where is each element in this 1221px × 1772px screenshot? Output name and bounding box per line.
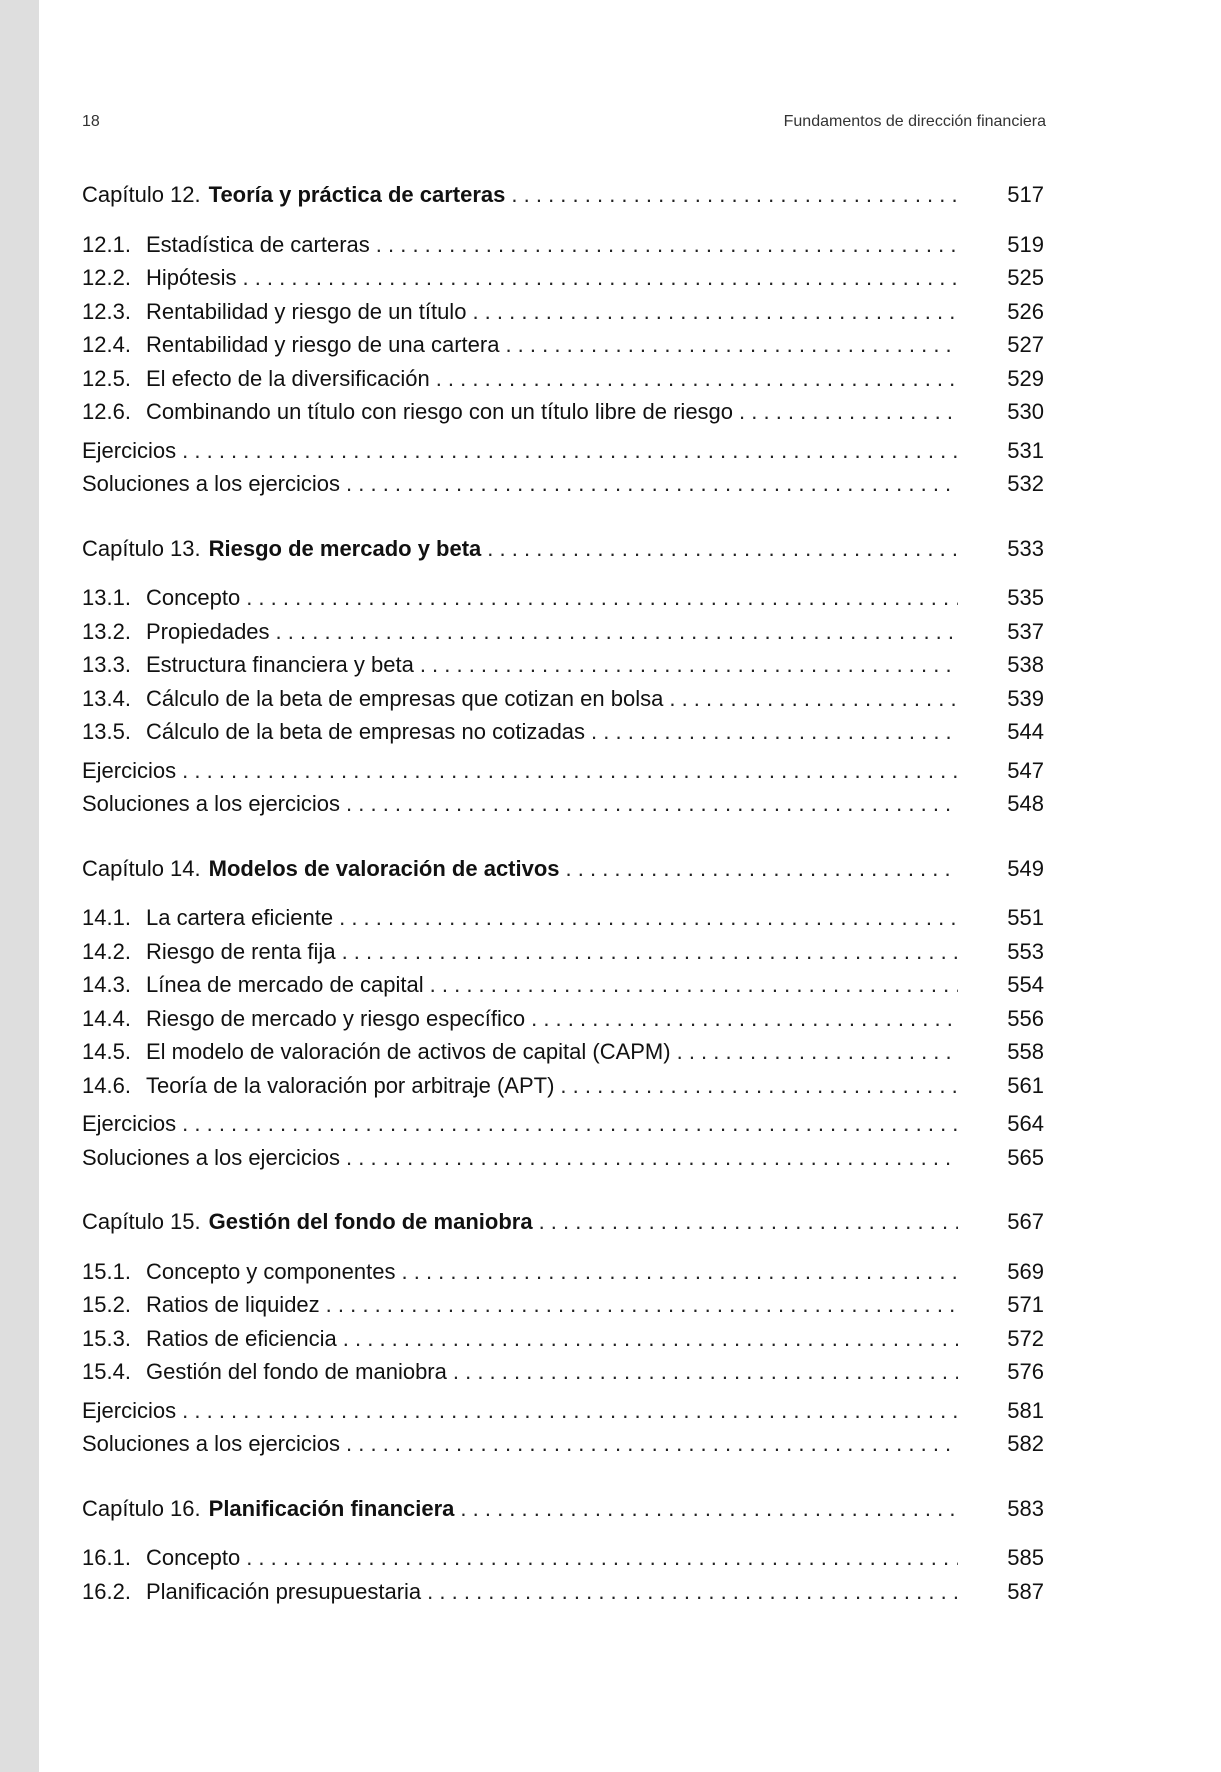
dot-leader — [339, 901, 958, 935]
chapter-heading — [82, 1492, 1044, 1526]
section-entry — [82, 261, 1044, 295]
dot-leader — [472, 295, 958, 329]
entry-number: 13.2. — [82, 618, 131, 644]
entry-page-number: 531 — [1007, 437, 1044, 463]
dot-leader — [539, 1205, 958, 1239]
section-entry — [82, 1002, 1044, 1036]
section-entry — [82, 935, 1044, 969]
entry-page-number: 526 — [1007, 298, 1044, 324]
entry-page-number: 547 — [1007, 757, 1044, 783]
section-entry — [82, 581, 1044, 615]
entry-number: 12.6. — [82, 399, 131, 424]
entry-title: Ejercicios — [82, 437, 177, 463]
entry-page-number: 587 — [1007, 1578, 1044, 1604]
section-entry — [82, 1355, 1044, 1389]
section-entry — [82, 1541, 1044, 1575]
entry-title: Concepto — [146, 1545, 241, 1570]
entry-page-number: 529 — [1007, 365, 1044, 391]
entry-title: Ratios de eficiencia — [146, 1325, 337, 1351]
entry-title: Ejercicios — [82, 1397, 177, 1423]
entry-title: Concepto y componentes — [146, 1258, 396, 1284]
entry-number: 15.4. — [82, 1359, 131, 1384]
dot-leader — [402, 1255, 959, 1289]
chapter-block — [82, 852, 1044, 1175]
entry-title: Riesgo de mercado y riesgo específico — [146, 1005, 526, 1031]
running-header — [82, 113, 1046, 137]
exercises-entry — [82, 1141, 1044, 1175]
exercises-entry — [82, 787, 1044, 821]
dot-leader — [511, 178, 958, 212]
entry-number: 15.2. — [82, 1292, 131, 1317]
entry-title: Línea de mercado de capital — [146, 972, 424, 997]
running-title: Fundamentos de dirección financiera — [783, 113, 1046, 130]
entry-number: 12.1. — [82, 231, 131, 257]
section-entry — [82, 648, 1044, 682]
entry-title: La cartera eficiente — [146, 905, 334, 930]
dot-leader — [346, 467, 958, 501]
entry-number: 14.3. — [82, 972, 131, 997]
entry-page-number: 583 — [1007, 1495, 1044, 1521]
dot-leader — [346, 787, 958, 821]
entry-page-number: 548 — [1007, 791, 1044, 816]
dot-leader — [430, 968, 958, 1002]
entry-number: Capítulo 16. — [82, 1495, 201, 1521]
chapter-heading — [82, 852, 1044, 886]
entry-title: Cálculo de la beta de empresas que cotizan en bolsa — [146, 685, 664, 711]
dot-leader — [436, 362, 958, 396]
chapter-heading — [82, 178, 1044, 212]
entry-title: Ejercicios — [82, 757, 177, 783]
entry-page-number: 569 — [1007, 1258, 1044, 1284]
entry-page-number: 549 — [1007, 855, 1044, 881]
section-entry — [82, 1255, 1044, 1289]
exercises-entry — [82, 1394, 1044, 1428]
dot-leader — [182, 1394, 958, 1428]
entry-title: El modelo de valoración de activos de capital (CAPM) — [146, 1039, 671, 1064]
entry-page-number: 525 — [1007, 265, 1044, 290]
entry-title: Rentabilidad y riesgo de una cartera — [146, 332, 500, 357]
entry-number: 14.5. — [82, 1039, 131, 1064]
chapter-block — [82, 178, 1044, 501]
page-gutter — [0, 0, 39, 1772]
entry-title: Soluciones a los ejercicios — [82, 791, 341, 816]
section-entry — [82, 295, 1044, 329]
entry-number: 14.6. — [82, 1072, 131, 1098]
section-entry — [82, 682, 1044, 716]
entry-title: Planificación presupuestaria — [146, 1578, 422, 1604]
dot-leader — [242, 261, 958, 295]
entry-title: Soluciones a los ejercicios — [82, 1144, 341, 1170]
entry-number: 16.2. — [82, 1578, 131, 1604]
entry-title: Modelos de valoración de activos — [208, 855, 560, 881]
dot-leader — [182, 434, 958, 468]
dot-leader — [342, 935, 958, 969]
dot-leader — [460, 1492, 958, 1526]
dot-leader — [182, 1107, 958, 1141]
section-entry — [82, 1575, 1044, 1609]
entry-title: Combinando un título con riesgo con un título libre de riesgo — [146, 399, 734, 424]
entry-page-number: 565 — [1007, 1144, 1044, 1170]
entry-title: Ejercicios — [82, 1111, 177, 1136]
entry-number: 13.1. — [82, 585, 131, 610]
entry-number: 12.3. — [82, 298, 131, 324]
dot-leader — [326, 1288, 958, 1322]
dot-leader — [276, 615, 958, 649]
exercises-entry — [82, 1427, 1044, 1461]
entry-number: 15.1. — [82, 1258, 131, 1284]
entry-title: Planificación financiera — [208, 1495, 455, 1521]
dot-leader — [566, 852, 958, 886]
exercises-entry — [82, 467, 1044, 501]
entry-number: Capítulo 14. — [82, 855, 201, 881]
chapter-heading — [82, 1205, 1044, 1239]
table-of-contents — [82, 178, 1044, 1639]
dot-leader — [246, 1541, 958, 1575]
entry-page-number: 537 — [1007, 618, 1044, 644]
dot-leader — [346, 1427, 958, 1461]
dot-leader — [677, 1035, 958, 1069]
section-entry — [82, 968, 1044, 1002]
entry-title: Cálculo de la beta de empresas no cotizadas — [146, 719, 586, 744]
entry-title: Propiedades — [146, 618, 270, 644]
dot-leader — [427, 1575, 958, 1609]
entry-page-number: 554 — [1007, 972, 1044, 997]
section-entry — [82, 1288, 1044, 1322]
dot-leader — [376, 228, 958, 262]
chapter-heading — [82, 532, 1044, 566]
dot-leader — [343, 1322, 958, 1356]
entry-page-number: 561 — [1007, 1072, 1044, 1098]
entry-page-number: 576 — [1007, 1359, 1044, 1384]
chapter-block — [82, 1492, 1044, 1609]
entry-title: Soluciones a los ejercicios — [82, 471, 341, 496]
entry-number: 12.4. — [82, 332, 131, 357]
entry-title: Teoría de la valoración por arbitraje (APT) — [146, 1072, 555, 1098]
entry-number: 16.1. — [82, 1545, 131, 1570]
entry-number: 14.1. — [82, 905, 131, 930]
entry-number: 14.4. — [82, 1005, 131, 1031]
entry-title: Estructura financiera y beta — [146, 652, 414, 677]
entry-number: Capítulo 12. — [82, 182, 201, 207]
entry-number: 13.5. — [82, 719, 131, 744]
entry-number: Capítulo 13. — [82, 535, 201, 561]
section-entry — [82, 1322, 1044, 1356]
entry-page-number: 572 — [1007, 1325, 1044, 1351]
entry-page-number: 581 — [1007, 1397, 1044, 1423]
entry-page-number: 553 — [1007, 938, 1044, 964]
dot-leader — [487, 532, 958, 566]
entry-page-number: 538 — [1007, 652, 1044, 677]
entry-page-number: 571 — [1007, 1292, 1044, 1317]
dot-leader — [505, 328, 958, 362]
section-entry — [82, 328, 1044, 362]
entry-number: Capítulo 15. — [82, 1209, 201, 1234]
entry-page-number: 564 — [1007, 1111, 1044, 1136]
entry-title: Soluciones a los ejercicios — [82, 1431, 341, 1456]
entry-title: Ratios de liquidez — [146, 1292, 320, 1317]
exercises-entry — [82, 434, 1044, 468]
entry-title: Hipótesis — [146, 265, 237, 290]
section-entry — [82, 395, 1044, 429]
entry-page-number: 530 — [1007, 399, 1044, 424]
entry-title: Riesgo de mercado y beta — [208, 535, 482, 561]
entry-title: Teoría y práctica de carteras — [208, 182, 506, 207]
entry-number: 15.3. — [82, 1325, 131, 1351]
entry-page-number: 556 — [1007, 1005, 1044, 1031]
entry-page-number: 533 — [1007, 535, 1044, 561]
section-entry — [82, 715, 1044, 749]
page-number: 18 — [82, 113, 100, 130]
entry-page-number: 585 — [1007, 1545, 1044, 1570]
section-entry — [82, 1069, 1044, 1103]
dot-leader — [669, 682, 958, 716]
dot-leader — [182, 754, 958, 788]
entry-title: El efecto de la diversificación — [146, 365, 430, 391]
entry-title: Gestión del fondo de maniobra — [208, 1209, 533, 1234]
entry-page-number: 539 — [1007, 685, 1044, 711]
entry-title: Concepto — [146, 585, 241, 610]
entry-number: 13.3. — [82, 652, 131, 677]
entry-number: 13.4. — [82, 685, 131, 711]
chapter-block — [82, 532, 1044, 821]
dot-leader — [420, 648, 958, 682]
dot-leader — [739, 395, 958, 429]
entry-page-number: 558 — [1007, 1039, 1044, 1064]
entry-page-number: 544 — [1007, 719, 1044, 744]
entry-number: 12.2. — [82, 265, 131, 290]
section-entry — [82, 362, 1044, 396]
entry-title: Riesgo de renta fija — [146, 938, 336, 964]
entry-number: 14.2. — [82, 938, 131, 964]
entry-page-number: 517 — [1007, 182, 1044, 207]
entry-page-number: 582 — [1007, 1431, 1044, 1456]
entry-page-number: 535 — [1007, 585, 1044, 610]
exercises-entry — [82, 754, 1044, 788]
chapter-block — [82, 1205, 1044, 1461]
dot-leader — [531, 1002, 958, 1036]
dot-leader — [246, 581, 958, 615]
entry-title: Gestión del fondo de maniobra — [146, 1359, 447, 1384]
section-entry — [82, 615, 1044, 649]
dot-leader — [453, 1355, 958, 1389]
entry-number: 12.5. — [82, 365, 131, 391]
dot-leader — [591, 715, 958, 749]
entry-page-number: 567 — [1007, 1209, 1044, 1234]
dot-leader — [560, 1069, 958, 1103]
entry-page-number: 551 — [1007, 905, 1044, 930]
section-entry — [82, 1035, 1044, 1069]
dot-leader — [346, 1141, 958, 1175]
entry-title: Estadística de carteras — [146, 231, 370, 257]
section-entry — [82, 228, 1044, 262]
entry-page-number: 527 — [1007, 332, 1044, 357]
entry-page-number: 532 — [1007, 471, 1044, 496]
entry-title: Rentabilidad y riesgo de un título — [146, 298, 467, 324]
section-entry — [82, 901, 1044, 935]
entry-page-number: 519 — [1007, 231, 1044, 257]
exercises-entry — [82, 1107, 1044, 1141]
